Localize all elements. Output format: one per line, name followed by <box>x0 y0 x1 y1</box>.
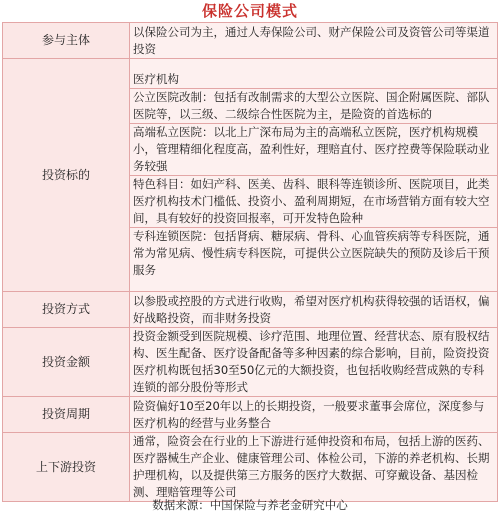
target-item: 专科连锁医院：包括肾病、糖尿病、骨科、心血管疾病等专科医院，通常为常见病、慢性病专科医院，可提供公立医院缺失的预防及诊后干预服务 <box>133 229 490 277</box>
row-content-targets <box>130 59 498 292</box>
target-item: 高端私立医院：以北上广深布局为主的高端私立医院，医疗机构规模小，管理精细化程度高，盈利性好，理赔直付、医疗控费等保险联动业务较强 <box>130 124 497 176</box>
table-row <box>3 397 498 433</box>
row-text-method: 以参股或控股的方式进行收购，希望对医疗机构获得较强的话语权，偏好战略投资，而非财务投资 <box>130 292 498 328</box>
table-row <box>3 59 498 292</box>
insurance-model-table <box>2 22 498 502</box>
row-label-participants: 参与主体 <box>3 23 130 59</box>
row-label-targets: 投资标的 <box>3 59 130 292</box>
target-item: 医疗机构 <box>130 71 497 89</box>
target-item: 特色科目：如妇产科、医美、齿科、眼科等连锁诊所、医院项目，此类医疗机构技术门槛低、投资小、盈利周期短，在市场营销方面有较大空间，具有较好的投资回报率，可开发特色险种 <box>130 176 497 228</box>
page-title: 保险公司模式 <box>201 2 298 20</box>
row-label-method: 投资方式 <box>3 292 130 328</box>
target-item: 公立医院改制：包括有改制需求的大型公立医院、国企附属医院、部队医院等，以三级、二级综合性医院为主，是险资的首选标的 <box>130 89 497 124</box>
row-label-amount: 投资金额 <box>3 328 130 397</box>
row-text-period: 险资偏好10至20年以上的长期投资，一般要求董事会席位，深度参与医疗机构的经营与业务整合 <box>130 397 498 433</box>
row-text-chain: 通常，险资会在行业的上下游进行延伸投资和布局，包括上游的医药、医疗器械生产企业、健康管理公司、体检公司，下游的养老机构、长期护理机构，以及提供第三方服务的医疗大数据、可穿戴设备、基因检测、理赔管理等公司 <box>130 433 498 502</box>
table-row <box>3 328 498 397</box>
table-row <box>3 433 498 502</box>
row-text-participants: 以保险公司为主，通过人寿保险公司、财产保险公司及资管公司等渠道投资 <box>130 23 498 59</box>
row-label-period: 投资周期 <box>3 397 130 433</box>
row-text-amount: 投资金额受到医院规模、诊疗范围、地理位置、经营状态、原有股权结构、医生配备、医疗设备配备等多种因素的综合影响，目前，险资投资医疗机构既包括30至50亿元的大额投资，也包括收购经营成熟的专科连锁的部分股份等形式 <box>130 328 498 397</box>
row-label-chain: 上下游投资 <box>3 433 130 502</box>
table-row <box>3 23 498 59</box>
source-note: 数据来源：中国保险与养老金研究中心 <box>152 498 348 512</box>
table-row <box>3 292 498 328</box>
